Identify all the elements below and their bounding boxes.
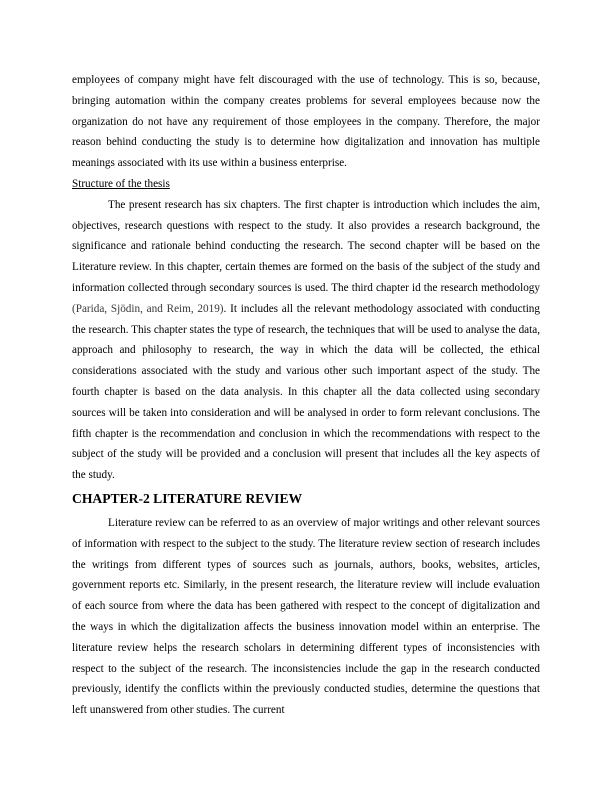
structure-paragraph-text-2: . It includes all the relevant methodology associated with conducting the research. This chapter states the type of research, the techniques that will be used to analyse the data, approach and philosophy to research, the way in which the data will be collected, the ethical considerations associated with the study and various other such important aspect of the study. The fourth chapter is based on the data analysis. In this chapter all the data collected using secondary sources will be taken into consideration and will be analysed in order to form relevant conclusions. The fifth chapter is the recommendation and conclusion in which the recommendations with respect to the subject of the study will be provided and a conclusion will present that includes all the key aspects of the study. — [72, 302, 540, 482]
literature-review-paragraph: Literature review can be referred to as an overview of major writings and other relevant sources of information with respect to the subject to the study. The literature review section of research includes the writings from different types of sources such as journals, authors, books, websites, articles, government reports etc. Similarly, in the present research, the literature review will include evaluation of each source from where the data has been gathered with respect to the concept of digitalization and the ways in which the digitalization affects the business innovation model within an enterprise. The literature review helps the research scholars in determining different types of inconsistencies with respect to the subject of the research. The inconsistencies include the gap in the research conducted previously, identify the conflicts within the previously conducted studies, determine the questions that left unanswered from other studies. The current — [72, 516, 540, 717]
chapter-2-heading: CHAPTER-2 LITERATURE REVIEW — [72, 490, 303, 506]
structure-paragraph-text-1: The present research has six chapters. The first chapter is introduction which includes the aim, objectives, research questions with respect to the study. It also provides a research background, the significance and rationale behind conducting the research. The second chapter will be based on the Literature review. In this chapter, certain themes are formed on the basis of the subject of the study and information collected through secondary sources is used. The third chapter id the research methodology — [72, 198, 540, 294]
structure-of-thesis-heading-text: Structure of the thesis — [72, 177, 170, 190]
citation-parida-2019: (Parida, Sjödin, and Reim, 2019) — [72, 302, 224, 315]
structure-of-thesis-heading — [72, 174, 540, 195]
structure-paragraph — [72, 195, 540, 486]
paragraph-continuation: employees of company might have felt discouraged with the use of technology. This is so, because, bringing automation within the company creates problems for several employees because now the organization do not have any requirement of those employees in the company. Therefore, the major reason behind conducting the study is to determine how digitalization and innovation has multiple meanings associated with its use within a business enterprise. — [72, 74, 540, 170]
document-page — [72, 70, 540, 721]
